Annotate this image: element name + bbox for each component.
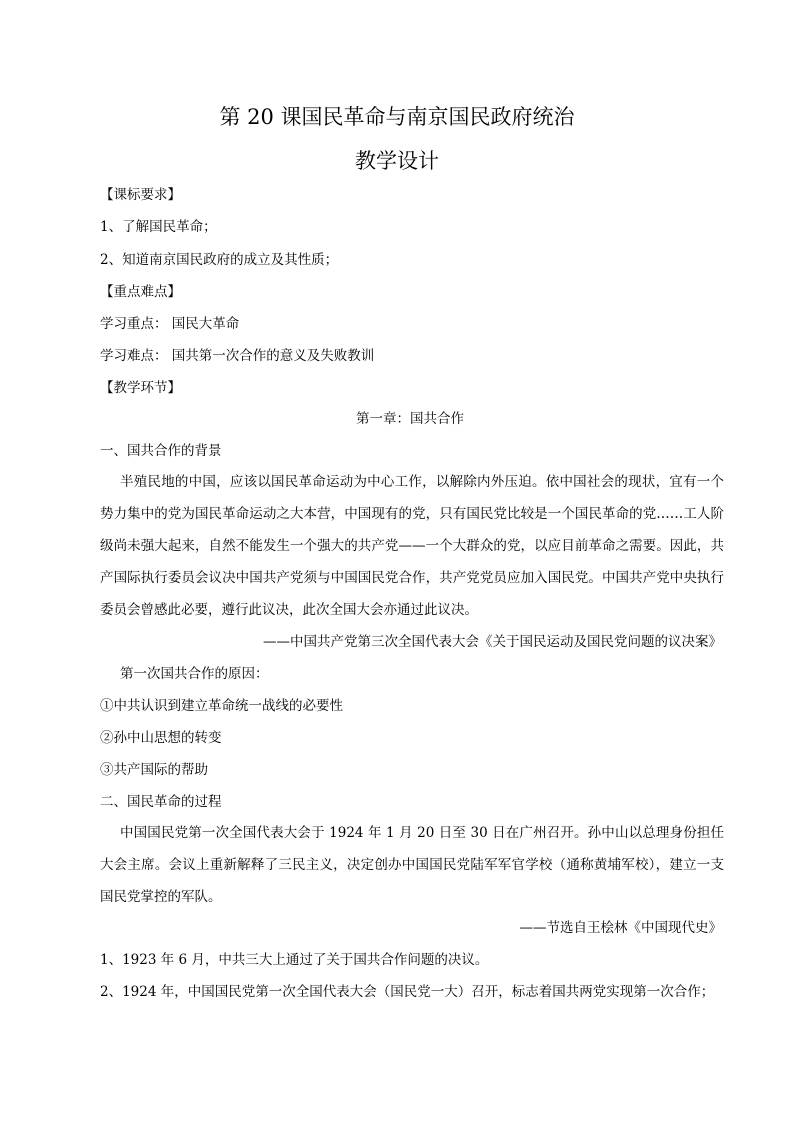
quote-paragraph: 半殖民地的中国，应该以国民革命运动为中心工作，以解除内外压迫。依中国社会的现状，宜有一个势力集中的党为国民革命运动之大本营，中国现有的党，只有国民党比较是一个国民革命的党……工人阶级尚未强大起来，自然不能发生一个强大的共产党——一个大群众的党，以应目前革命之需要。因此，共产国际执行委员会议决中国共产党须与中国国民党合作，共产党党员应加入国民党。中国共产党中央执行委员会曾感此必要，遵行此议决，此次全国大会亦通过此议决。 <box>100 474 724 618</box>
key-difficulty: 学习难点： 国共第一次合作的意义及失败教训 <box>100 348 375 364</box>
subheading-background: 一、国共合作的背景 <box>100 443 222 459</box>
section-heading-key-points: 【重点难点】 <box>100 284 181 300</box>
section-heading-steps: 【教学环节】 <box>100 380 181 396</box>
reason-item: ①中共认识到建立革命统一战线的必要性 <box>100 698 343 714</box>
section-heading-requirements: 【课标要求】 <box>100 187 181 203</box>
process-point: 2、1924 年，中国国民党第一次全国代表大会（国民党一大）召开，标志着国共两党实现第一次合作； <box>100 984 715 1000</box>
reason-item: ③共产国际的帮助 <box>100 762 208 778</box>
quote-source: ——节选自王桧林《中国现代史》 <box>519 920 722 936</box>
key-focus: 学习重点： 国民大革命 <box>100 316 240 332</box>
reasons-title: 第一次国共合作的原因： <box>120 666 269 682</box>
document-title: 第 20 课国民革命与南京国民政府统治 <box>219 105 575 129</box>
chapter-heading: 第一章：国共合作 <box>356 411 464 427</box>
reason-item: ②孙中山思想的转变 <box>100 730 222 746</box>
document-subtitle: 教学设计 <box>355 149 439 173</box>
subheading-process: 二、国民革命的过程 <box>100 794 222 810</box>
requirement-item: 2、知道南京国民政府的成立及其性质； <box>100 252 339 268</box>
quote-paragraph: 中国国民党第一次全国代表大会于 1924 年 1 月 20 日至 30 日在广州召开。孙中山以总理身份担任大会主席。会议上重新解释了三民主义，决定创办中国国民党陆军军官学校（通称黄埔军校），建立一支国民党掌控的军队。 <box>100 825 724 905</box>
requirement-item: 1、了解国民革命； <box>100 219 217 235</box>
process-point: 1、1923 年 6 月，中共三大上通过了关于国共合作问题的决议。 <box>100 952 489 968</box>
quote-source: ——中国共产党第三次全国代表大会《关于国民运动及国民党问题的议决案》 <box>263 634 722 650</box>
